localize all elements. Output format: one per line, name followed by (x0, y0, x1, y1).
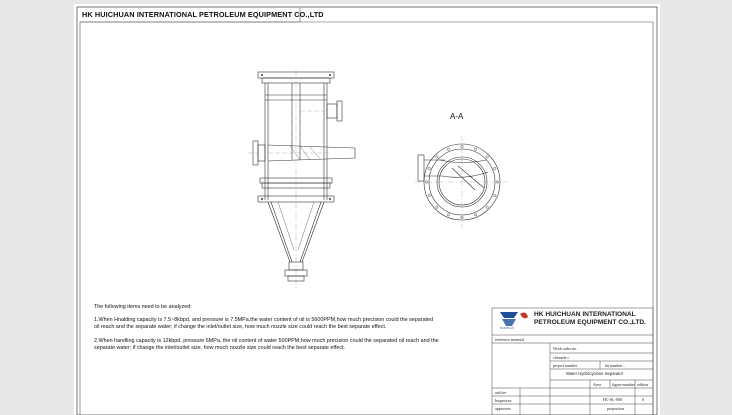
work-order-label: Work order no. (553, 346, 578, 351)
approvers-label: approvers (495, 406, 511, 411)
client-label: clientele c (553, 355, 570, 360)
notes-intro: The following items need to be analyzed: (94, 304, 192, 310)
notes-item-2: 2.When handling capacity is 12kbpd, pressure 6MPa, the oil content of water 500PPM,how much precision could the separated oil reach and the separate water; if change the inlet/outlet size, how much nozzle size could reach the best separate effect. (94, 337, 439, 351)
project-number-label: project number (553, 363, 578, 368)
artifice-label: artifice (495, 390, 507, 395)
section-label: A-A (450, 112, 464, 121)
kit-number-label: kit number : (605, 363, 625, 368)
inspectors-label: Inspectors (495, 398, 512, 403)
drawing-number: HC-SL-000 (603, 397, 622, 402)
notes-item-1: 1.When Hnalding capacity is 7.5~8kbpd, and pressure is 7.5MPa,the water content of oil is 5600PPM,how much precision could the separated oil reach and the separate water; if change the inlet/outlet size, how much nozzle size could reach the best separate effect. (94, 317, 434, 331)
edition-value: 0 (642, 397, 644, 402)
area-label: Area (593, 382, 601, 387)
edition-label: edition (637, 382, 649, 387)
title-block-company: HK HUICHUAN INTERNATIONAL PETROLEUM EQUIPMENT CO.,LTD. (534, 311, 646, 326)
figure-number-label: figure number (612, 382, 635, 387)
logo-text: HUICHUAN (500, 327, 514, 330)
reference-material-label: reference material (495, 337, 524, 342)
proportion-label: proportion (607, 406, 624, 411)
analysis-notes (94, 304, 439, 358)
drawing-title: Water Hydrocyclone Separator (566, 371, 624, 376)
company-header: HK HUICHUAN INTERNATIONAL PETROLEUM EQUIPMENT CO.,LTD (82, 10, 324, 19)
